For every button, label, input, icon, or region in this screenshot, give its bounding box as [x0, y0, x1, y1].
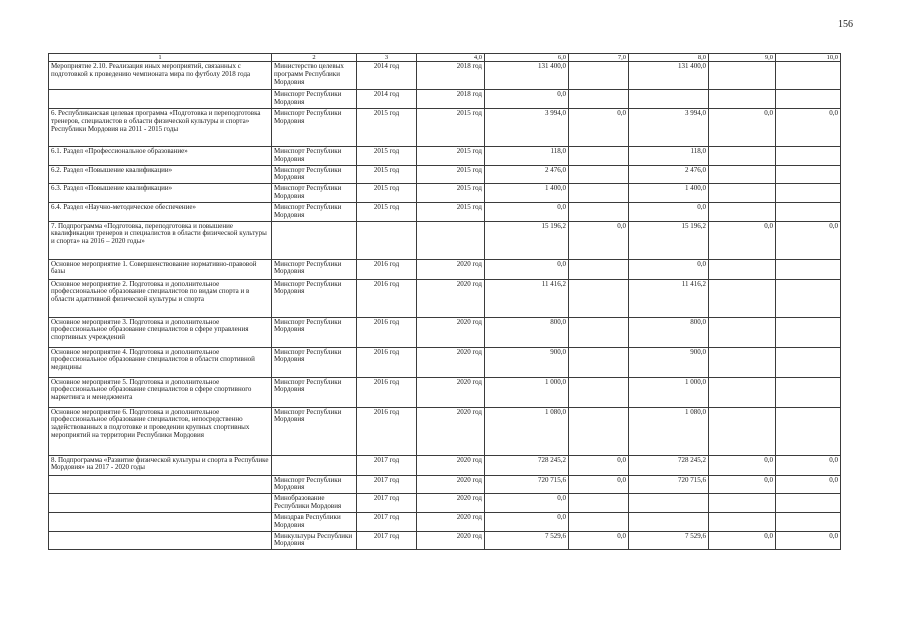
table-row	[49, 455, 841, 475]
republic-amount-cell	[629, 512, 709, 531]
table-row	[49, 475, 841, 494]
start-year-cell: 2014 год	[357, 90, 417, 109]
end-year-cell: 2015 год	[417, 146, 485, 165]
start-year-cell: 2017 год	[357, 455, 417, 475]
start-year-cell: 2016 год	[357, 259, 417, 279]
republic-amount-cell: 720 715,6	[629, 475, 709, 494]
federal-amount-cell	[569, 347, 629, 377]
end-year-cell: 2020 год	[417, 317, 485, 347]
other-amount-cell: 0,0	[776, 475, 841, 494]
activity-name-cell: Основное мероприятие 2. Подготовка и дополнительное профессиональное образование специалистов по видам спорта и в области адаптивной физической культуры и спорта	[49, 279, 272, 317]
municipal-amount-cell	[709, 90, 776, 109]
activity-name-cell: Основное мероприятие 6. Подготовка и дополнительное профессиональное образование специалистов, непосредственно задействованных в подготовке и проведении крупных спортивных мероприятий на территории Республики Мордовия	[49, 407, 272, 455]
total-amount-cell: 1 400,0	[485, 184, 569, 203]
total-amount-cell: 7 529,6	[485, 531, 569, 550]
municipal-amount-cell: 0,0	[709, 221, 776, 259]
start-year-cell: 2015 год	[357, 146, 417, 165]
municipal-amount-cell: 0,0	[709, 108, 776, 146]
start-year-cell: 2017 год	[357, 494, 417, 513]
header-cell: 9,0	[709, 54, 776, 62]
total-amount-cell: 15 196,2	[485, 221, 569, 259]
end-year-cell: 2020 год	[417, 512, 485, 531]
table-row	[49, 146, 841, 165]
total-amount-cell: 800,0	[485, 317, 569, 347]
end-year-cell: 2020 год	[417, 407, 485, 455]
activity-name-cell: 6.3. Раздел «Повышение квалификации»	[49, 184, 272, 203]
republic-amount-cell: 1 080,0	[629, 407, 709, 455]
start-year-cell: 2016 год	[357, 317, 417, 347]
other-amount-cell	[776, 146, 841, 165]
other-amount-cell	[776, 494, 841, 513]
federal-amount-cell	[569, 90, 629, 109]
federal-amount-cell: 0,0	[569, 475, 629, 494]
executor-cell: Минздрав Республики Мордовия	[272, 512, 357, 531]
start-year-cell: 2015 год	[357, 202, 417, 221]
end-year-cell: 2015 год	[417, 202, 485, 221]
end-year-cell: 2018 год	[417, 90, 485, 109]
other-amount-cell	[776, 317, 841, 347]
activity-name-cell: Основное мероприятие 1. Совершенствование нормативно-правовой базы	[49, 259, 272, 279]
other-amount-cell: 0,0	[776, 455, 841, 475]
municipal-amount-cell	[709, 165, 776, 184]
federal-amount-cell: 0,0	[569, 221, 629, 259]
start-year-cell: 2016 год	[357, 347, 417, 377]
other-amount-cell: 0,0	[776, 531, 841, 550]
federal-amount-cell	[569, 62, 629, 90]
other-amount-cell	[776, 62, 841, 90]
municipal-amount-cell	[709, 259, 776, 279]
republic-amount-cell: 131 400,0	[629, 62, 709, 90]
federal-amount-cell: 0,0	[569, 455, 629, 475]
municipal-amount-cell	[709, 184, 776, 203]
start-year-cell: 2015 год	[357, 184, 417, 203]
header-cell: 10,0	[776, 54, 841, 62]
executor-cell: Минспорт Республики Мордовия	[272, 279, 357, 317]
republic-amount-cell: 11 416,2	[629, 279, 709, 317]
federal-amount-cell: 0,0	[569, 531, 629, 550]
page-number: 156	[838, 19, 853, 30]
table-row	[49, 279, 841, 317]
start-year-cell: 2016 год	[357, 407, 417, 455]
total-amount-cell: 0,0	[485, 90, 569, 109]
executor-cell: Минспорт Республики Мордовия	[272, 165, 357, 184]
activity-name-cell: Мероприятие 2.10. Реализация иных мероприятий, связанных с подготовкой к проведению чемпионата мира по футболу 2018 года	[49, 62, 272, 90]
executor-cell: Минспорт Республики Мордовия	[272, 475, 357, 494]
activity-name-cell	[49, 90, 272, 109]
municipal-amount-cell	[709, 317, 776, 347]
start-year-cell: 2016 год	[357, 377, 417, 407]
total-amount-cell: 900,0	[485, 347, 569, 377]
activity-name-cell	[49, 512, 272, 531]
activity-name-cell: Основное мероприятие 4. Подготовка и дополнительное профессиональное образование специалистов в области спортивной медицины	[49, 347, 272, 377]
end-year-cell: 2020 год	[417, 531, 485, 550]
executor-cell: Минспорт Республики Мордовия	[272, 347, 357, 377]
federal-amount-cell	[569, 512, 629, 531]
republic-amount-cell: 118,0	[629, 146, 709, 165]
republic-amount-cell: 0,0	[629, 202, 709, 221]
executor-cell: Минобразование Республики Мордовия	[272, 494, 357, 513]
start-year-cell: 2016 год	[357, 279, 417, 317]
total-amount-cell: 728 245,2	[485, 455, 569, 475]
table-row	[49, 165, 841, 184]
start-year-cell: 2015 год	[357, 165, 417, 184]
end-year-cell: 2020 год	[417, 347, 485, 377]
activity-name-cell	[49, 475, 272, 494]
activity-name-cell	[49, 494, 272, 513]
other-amount-cell	[776, 512, 841, 531]
table-row	[49, 202, 841, 221]
start-year-cell	[357, 221, 417, 259]
federal-amount-cell	[569, 494, 629, 513]
municipal-amount-cell: 0,0	[709, 531, 776, 550]
republic-amount-cell: 1 400,0	[629, 184, 709, 203]
federal-amount-cell	[569, 184, 629, 203]
other-amount-cell	[776, 347, 841, 377]
budget-table	[48, 53, 841, 550]
executor-cell: Минспорт Республики Мордовия	[272, 202, 357, 221]
end-year-cell: 2015 год	[417, 108, 485, 146]
end-year-cell: 2020 год	[417, 455, 485, 475]
activity-name-cell: 6.2. Раздел «Повышение квалификации»	[49, 165, 272, 184]
other-amount-cell	[776, 377, 841, 407]
table-row	[49, 494, 841, 513]
table-row	[49, 347, 841, 377]
table-row	[49, 531, 841, 550]
table-row	[49, 221, 841, 259]
header-cell: 1	[49, 54, 272, 62]
federal-amount-cell	[569, 202, 629, 221]
federal-amount-cell	[569, 165, 629, 184]
federal-amount-cell	[569, 259, 629, 279]
end-year-cell	[417, 221, 485, 259]
start-year-cell: 2017 год	[357, 512, 417, 531]
start-year-cell: 2017 год	[357, 531, 417, 550]
end-year-cell: 2015 год	[417, 165, 485, 184]
executor-cell: Минспорт Республики Мордовия	[272, 317, 357, 347]
header-cell: 6,0	[485, 54, 569, 62]
header-cell: 7,0	[569, 54, 629, 62]
table-row	[49, 317, 841, 347]
other-amount-cell	[776, 259, 841, 279]
header-cell: 3	[357, 54, 417, 62]
start-year-cell: 2015 год	[357, 108, 417, 146]
republic-amount-cell: 900,0	[629, 347, 709, 377]
municipal-amount-cell	[709, 279, 776, 317]
executor-cell: Министерство целевых программ Республики Мордовия	[272, 62, 357, 90]
activity-name-cell: Основное мероприятие 5. Подготовка и дополнительное профессиональное образование специалистов в сфере спортивного маркетинга и менеджмента	[49, 377, 272, 407]
republic-amount-cell: 0,0	[629, 259, 709, 279]
header-cell: 4,0	[417, 54, 485, 62]
header-cell: 8,0	[629, 54, 709, 62]
activity-name-cell: 6. Республиканская целевая программа «Подготовка и переподготовка тренеров, специалистов в области физической культуры и спорта» Республики Мордовия на 2011 - 2015 годы	[49, 108, 272, 146]
table-row	[49, 512, 841, 531]
total-amount-cell: 0,0	[485, 202, 569, 221]
total-amount-cell: 3 994,0	[485, 108, 569, 146]
total-amount-cell: 11 416,2	[485, 279, 569, 317]
start-year-cell: 2017 год	[357, 475, 417, 494]
end-year-cell: 2015 год	[417, 184, 485, 203]
activity-name-cell: 6.4. Раздел «Научно-методическое обеспечение»	[49, 202, 272, 221]
activity-name-cell	[49, 531, 272, 550]
republic-amount-cell: 800,0	[629, 317, 709, 347]
municipal-amount-cell: 0,0	[709, 475, 776, 494]
activity-name-cell: 8. Подпрограмма «Развитие физической культуры и спорта в Республике Мордовия» на 2017 - 2020 годы	[49, 455, 272, 475]
other-amount-cell	[776, 184, 841, 203]
republic-amount-cell: 7 529,6	[629, 531, 709, 550]
republic-amount-cell: 1 000,0	[629, 377, 709, 407]
header-cell: 2	[272, 54, 357, 62]
table-row	[49, 407, 841, 455]
federal-amount-cell	[569, 377, 629, 407]
republic-amount-cell	[629, 90, 709, 109]
table-row	[49, 62, 841, 90]
table-row	[49, 108, 841, 146]
republic-amount-cell: 3 994,0	[629, 108, 709, 146]
federal-amount-cell	[569, 146, 629, 165]
federal-amount-cell	[569, 317, 629, 347]
executor-cell: Минспорт Республики Мордовия	[272, 90, 357, 109]
executor-cell: Минспорт Республики Мордовия	[272, 259, 357, 279]
end-year-cell: 2018 год	[417, 62, 485, 90]
republic-amount-cell: 728 245,2	[629, 455, 709, 475]
end-year-cell: 2020 год	[417, 475, 485, 494]
federal-amount-cell	[569, 407, 629, 455]
start-year-cell: 2014 год	[357, 62, 417, 90]
total-amount-cell: 2 476,0	[485, 165, 569, 184]
total-amount-cell: 131 400,0	[485, 62, 569, 90]
municipal-amount-cell	[709, 377, 776, 407]
total-amount-cell: 720 715,6	[485, 475, 569, 494]
municipal-amount-cell	[709, 202, 776, 221]
other-amount-cell	[776, 279, 841, 317]
total-amount-cell: 1 080,0	[485, 407, 569, 455]
end-year-cell: 2020 год	[417, 377, 485, 407]
executor-cell	[272, 221, 357, 259]
other-amount-cell: 0,0	[776, 221, 841, 259]
municipal-amount-cell	[709, 407, 776, 455]
total-amount-cell: 1 000,0	[485, 377, 569, 407]
municipal-amount-cell	[709, 146, 776, 165]
executor-cell: Минспорт Республики Мордовия	[272, 108, 357, 146]
municipal-amount-cell	[709, 62, 776, 90]
end-year-cell: 2020 год	[417, 494, 485, 513]
republic-amount-cell	[629, 494, 709, 513]
municipal-amount-cell	[709, 494, 776, 513]
other-amount-cell	[776, 90, 841, 109]
executor-cell: Минспорт Республики Мордовия	[272, 146, 357, 165]
other-amount-cell: 0,0	[776, 108, 841, 146]
republic-amount-cell: 2 476,0	[629, 165, 709, 184]
end-year-cell: 2020 год	[417, 279, 485, 317]
executor-cell: Минспорт Республики Мордовия	[272, 407, 357, 455]
federal-amount-cell	[569, 279, 629, 317]
other-amount-cell	[776, 202, 841, 221]
executor-cell: Минкультуры Республики Мордовия	[272, 531, 357, 550]
total-amount-cell: 0,0	[485, 494, 569, 513]
activity-name-cell: 7. Подпрограмма «Подготовка, переподготовка и повышение квалификации тренеров и специалистов в области физической культуры и спорта» на 2016 – 2020 годы»	[49, 221, 272, 259]
executor-cell	[272, 455, 357, 475]
activity-name-cell: 6.1. Раздел «Профессиональное образование»	[49, 146, 272, 165]
total-amount-cell: 0,0	[485, 512, 569, 531]
other-amount-cell	[776, 407, 841, 455]
table-row	[49, 259, 841, 279]
total-amount-cell: 118,0	[485, 146, 569, 165]
municipal-amount-cell	[709, 512, 776, 531]
end-year-cell: 2020 год	[417, 259, 485, 279]
table-row	[49, 184, 841, 203]
table-row	[49, 90, 841, 109]
executor-cell: Минспорт Республики Мордовия	[272, 184, 357, 203]
table-header-row	[49, 54, 841, 62]
municipal-amount-cell	[709, 347, 776, 377]
federal-amount-cell: 0,0	[569, 108, 629, 146]
activity-name-cell: Основное мероприятие 3. Подготовка и дополнительное профессиональное образование специалистов в сфере управления спортивных учреждений	[49, 317, 272, 347]
republic-amount-cell: 15 196,2	[629, 221, 709, 259]
municipal-amount-cell: 0,0	[709, 455, 776, 475]
table-row	[49, 377, 841, 407]
total-amount-cell: 0,0	[485, 259, 569, 279]
executor-cell: Минспорт Республики Мордовия	[272, 377, 357, 407]
other-amount-cell	[776, 165, 841, 184]
